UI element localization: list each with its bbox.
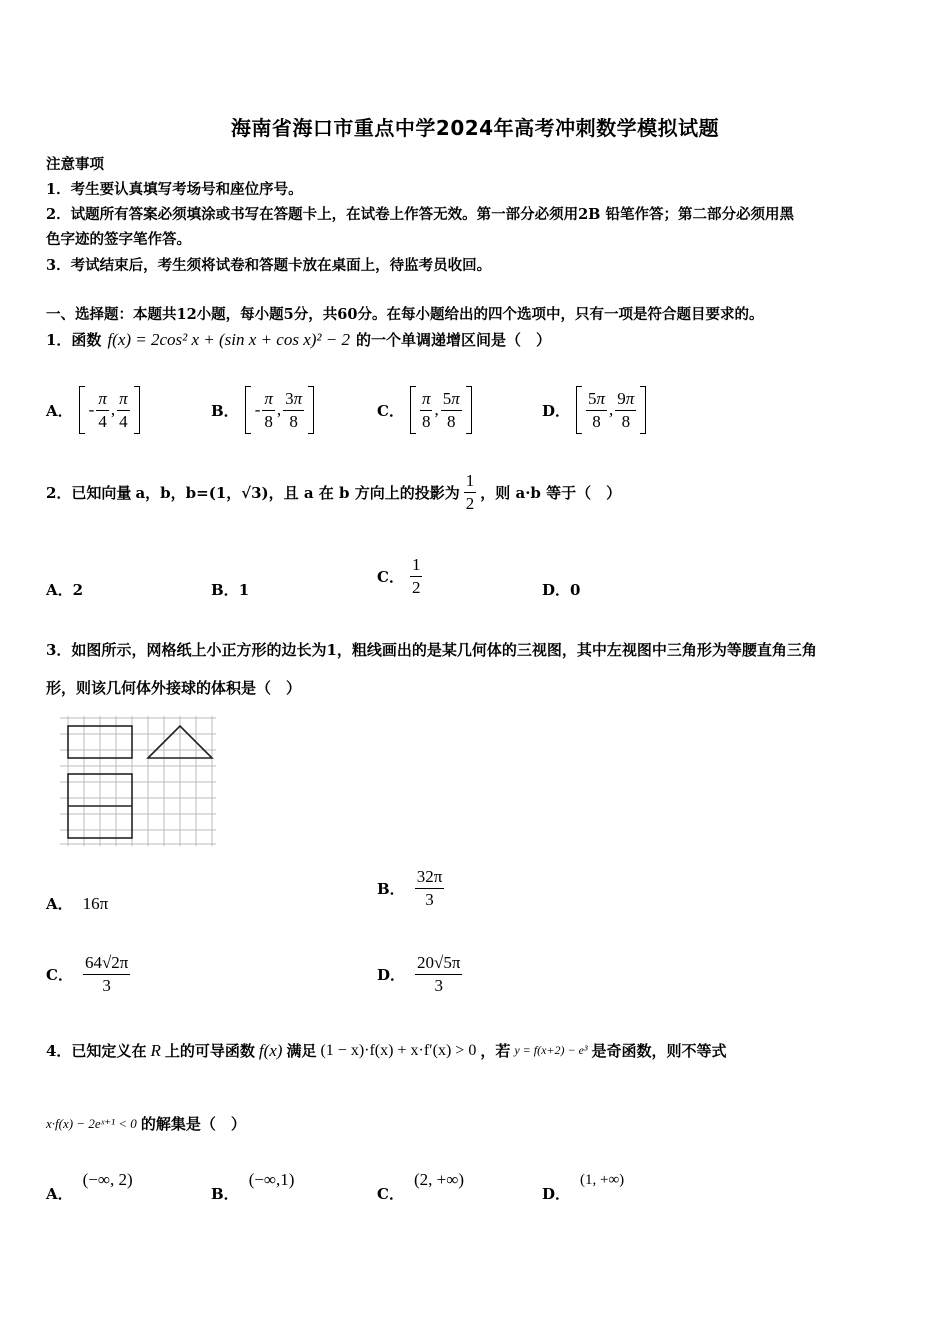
q2-option-c[interactable]: C． $\frac{1}{2}$ — [377, 555, 421, 597]
option-value: (1, +∞) — [580, 1172, 625, 1188]
option-label: A． — [46, 895, 73, 913]
option-label: C． — [377, 401, 404, 420]
option-label: C． — [377, 568, 404, 586]
option-value: 16π — [82, 893, 109, 913]
option-value: (−∞,1) — [248, 1170, 295, 1189]
option-label: B． — [211, 401, 239, 420]
option-label: D． — [542, 581, 571, 599]
option-label: A． — [46, 581, 73, 599]
q4-t3: ，若 — [480, 1042, 511, 1060]
notice-item: 3．考试结束后，考生须将试卷和答题卡放在桌面上，待监考员收回。 — [46, 257, 492, 274]
option-label: C． — [377, 1185, 404, 1203]
option-label: D． — [377, 966, 406, 984]
q4-option-d[interactable] — [542, 1172, 624, 1204]
q4-t1: 上的可导函数 — [164, 1042, 255, 1060]
three-view-figure — [58, 716, 218, 846]
q1-prefix: 1．函数 — [46, 331, 102, 349]
q1-suffix: 的一个单调递增区间是（ ） — [355, 331, 551, 349]
q4-option-a[interactable] — [46, 1170, 133, 1204]
option-value: (2, +∞) — [413, 1170, 464, 1189]
q2-text1: a，b，b=(1，√3)，且 a 在 b 方向上的投影为 — [135, 484, 460, 502]
q2-prefix: 2．已知向量 — [46, 484, 132, 502]
q4-option-b[interactable] — [211, 1170, 294, 1204]
q2-option-b[interactable] — [211, 579, 249, 600]
q4-fx: f(x) — [258, 1040, 283, 1060]
notice-item: 1．考生要认真填写考场号和座位序号。 — [46, 181, 303, 198]
q1-option-d[interactable]: D． $\frac{5\pi}{8}$ , $\frac{9\pi}{8}$ — [542, 386, 646, 434]
question-2: 2．已知向量 a，b，b=(1，√3)，且 a 在 b 方向上的投影为 $\frac{1}{2}$ ，则 a·b 等于（ ） — [46, 471, 622, 513]
q4-t4: 是奇函数，则不等式 — [591, 1042, 727, 1060]
option-num: 64√2π — [83, 952, 130, 975]
q1-option-a[interactable]: A． - $\frac{\pi}{4}$ , $\frac{\pi}{4}$ — [46, 386, 140, 434]
q1-option-c[interactable]: C． $\frac{\pi}{8}$ , $\frac{5\pi}{8}$ — [377, 386, 472, 434]
q2-text2: ，则 a·b 等于（ ） — [480, 484, 622, 502]
q3-option-b[interactable] — [377, 866, 444, 911]
option-label: D． — [542, 401, 571, 420]
option-label: C． — [46, 966, 73, 984]
q3-option-d[interactable] — [377, 952, 462, 997]
option-value: 1 — [238, 581, 250, 599]
option-num: 20√5π — [415, 952, 462, 975]
option-label: A． — [46, 401, 73, 420]
option-label: B． — [377, 880, 405, 898]
grid — [60, 716, 216, 846]
page-title: 海南省海口市重点中学2024年高考冲刺数学模拟试题 — [230, 116, 720, 140]
notice-item: 色字迹的签字笔作答。 — [46, 231, 191, 248]
question-1 — [46, 329, 551, 350]
notice-heading: 注意事项 — [46, 156, 104, 173]
option-value: 0 — [570, 581, 581, 599]
q4-t2: 满足 — [286, 1042, 317, 1060]
option-value: 2 — [72, 581, 84, 599]
q4-odd: y = f(x+2) − e³ — [514, 1043, 588, 1057]
option-den: 3 — [102, 976, 111, 995]
option-value: (−∞, 2) — [82, 1170, 133, 1189]
q3-option-c[interactable] — [46, 952, 130, 997]
q4-option-c[interactable] — [377, 1170, 464, 1204]
option-label: B． — [211, 581, 239, 599]
q3-line1: 3．如图所示，网格纸上小正方形的边长为1，粗线画出的是某几何体的三视图，其中左视图中三角形为等腰直角三角 — [46, 641, 817, 659]
option-label: D． — [542, 1185, 571, 1203]
q3-option-a[interactable] — [46, 893, 108, 914]
notice-item: 2．试题所有答案必须填涂或书写在答题卡上，在试卷上作答无效。第一部分必须用2B 铅笔作答；第二部分必须用黑 — [46, 206, 794, 223]
option-den: 3 — [434, 976, 443, 995]
q4-cond: (1 − x)·f(x) + x·f′(x) > 0 — [320, 1041, 477, 1059]
q2-option-a[interactable] — [46, 579, 83, 600]
option-num: 32π — [415, 866, 445, 889]
q3-line2: 形，则该几何体外接球的体积是（ ） — [46, 679, 302, 697]
question-4-cont — [46, 1113, 246, 1134]
q2-option-d[interactable] — [542, 579, 580, 600]
section-heading: 一、选择题：本题共12小题，每小题5分，共60分。在每小题给出的四个选项中，只有一项是符合题目要求的。 — [46, 306, 764, 323]
q4-prefix: 4．已知定义在 — [46, 1042, 147, 1060]
q4-R: R — [150, 1040, 161, 1060]
option-den: 3 — [425, 890, 434, 909]
question-4 — [46, 1040, 727, 1061]
q4-t5: 的解集是（ ） — [140, 1115, 246, 1133]
option-label: A． — [46, 1185, 73, 1203]
q1-option-b[interactable]: B． - $\frac{\pi}{8}$ , $\frac{3\pi}{8}$ — [211, 386, 314, 434]
q1-formula: f(x) = 2cos² x + (sin x + cos x)² − 2 — [107, 329, 350, 349]
q4-ineq: x·f(x) − 2eˣ⁺¹ < 0 — [46, 1115, 137, 1131]
option-label: B． — [211, 1185, 239, 1203]
